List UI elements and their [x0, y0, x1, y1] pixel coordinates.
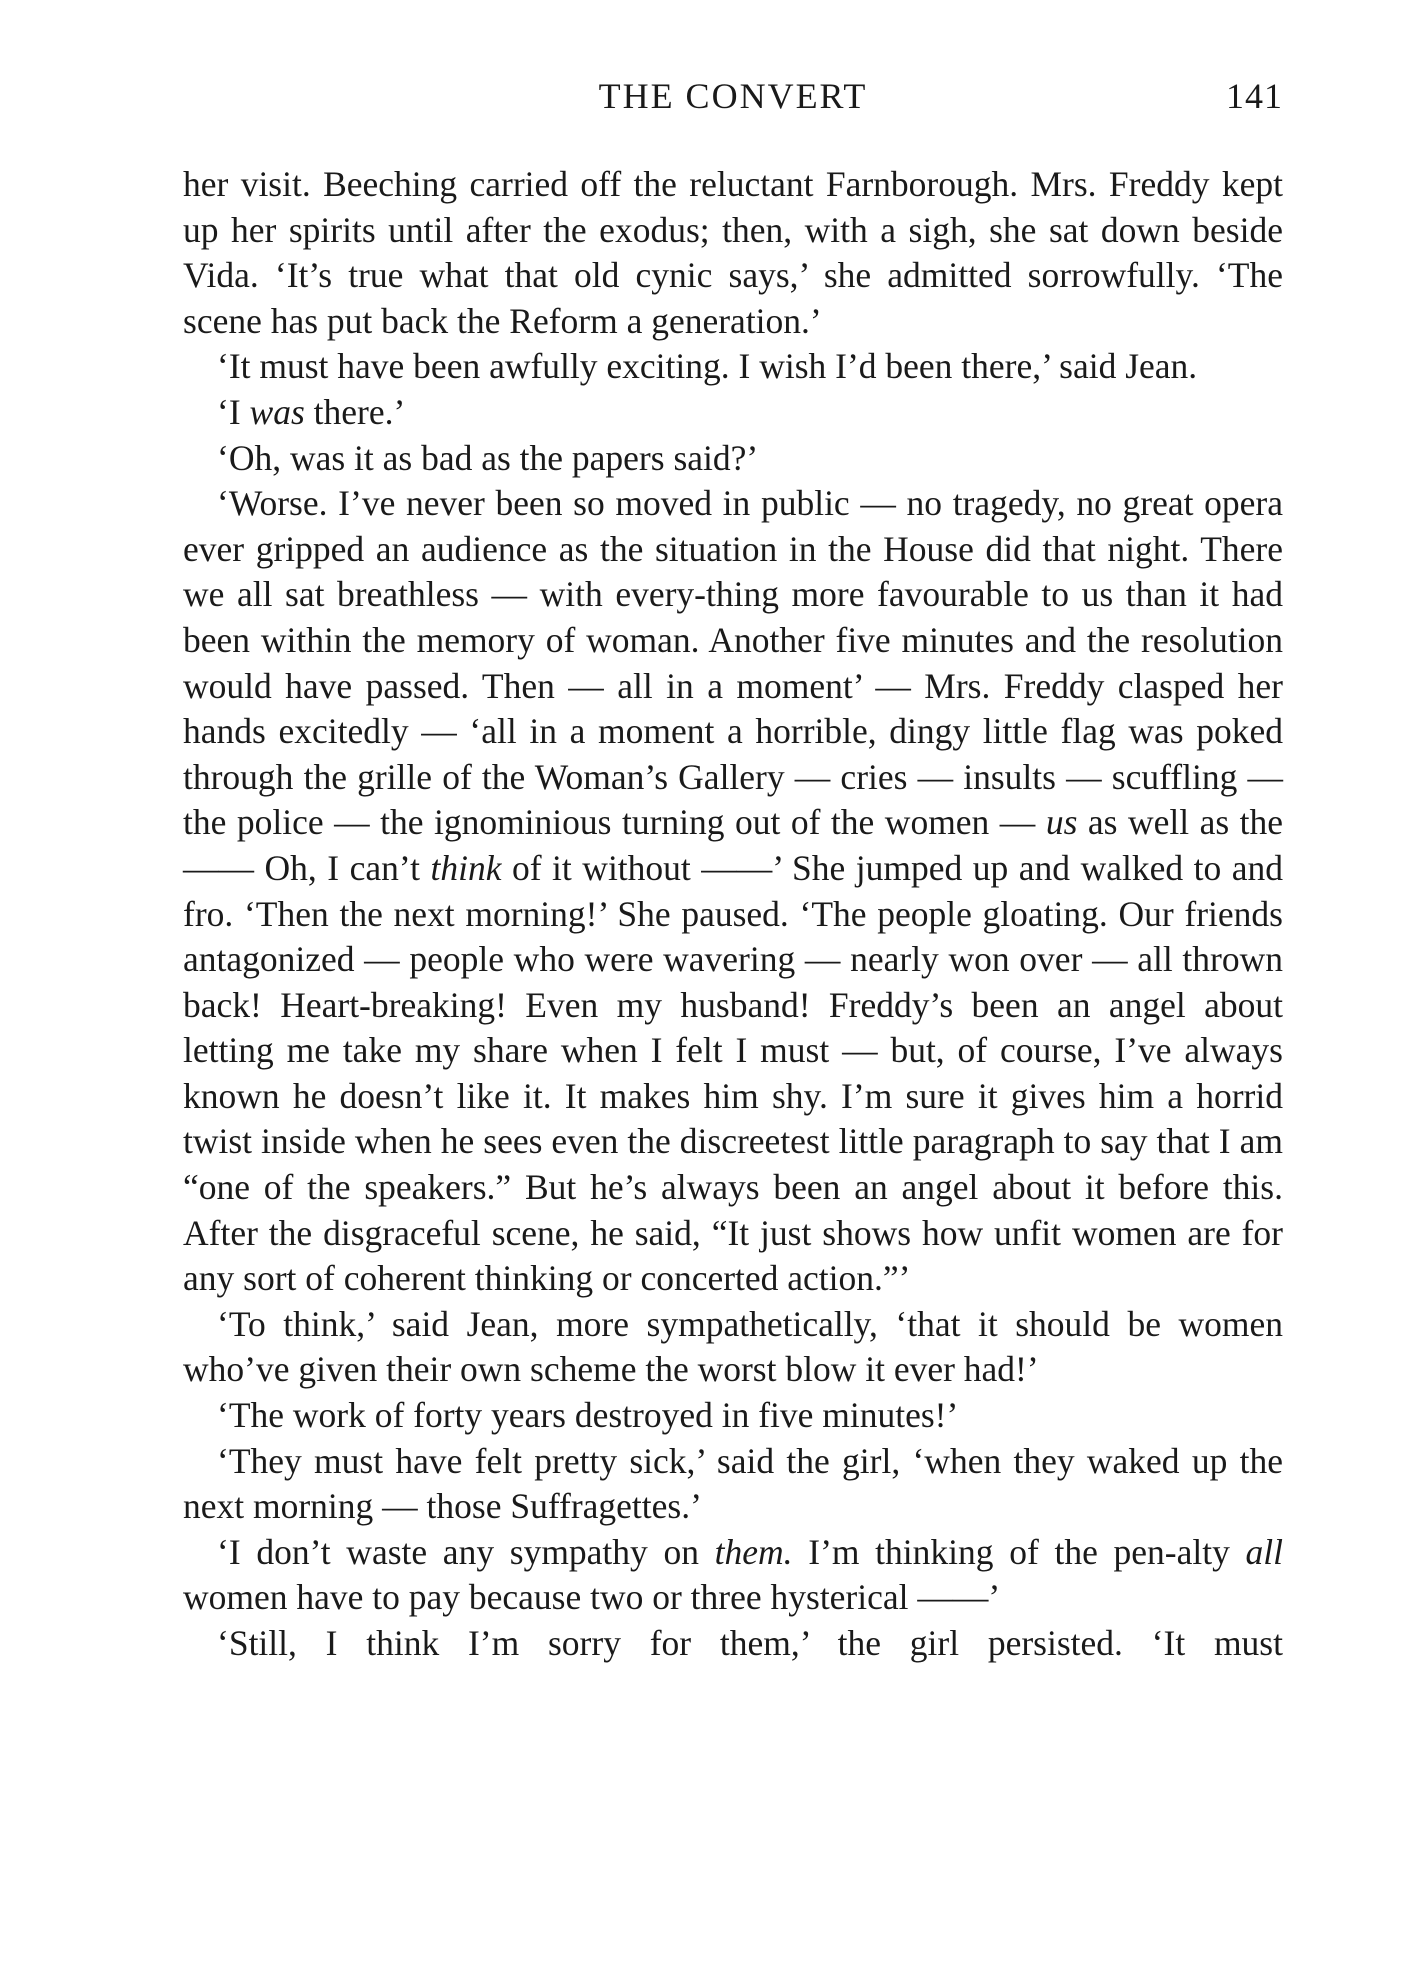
text-segment: ‘They must have felt pretty sick,’ said the girl, ‘when they waked up the next morning — those Suffragettes.’ [183, 1440, 1283, 1527]
italic-text: all [1245, 1531, 1283, 1572]
text-segment: there.’ [304, 391, 406, 432]
paragraph-5 [183, 481, 1283, 1302]
text-segment: her visit. Beeching carried off the reluctant Farnborough. Mrs. Freddy kept up her spirits until after the exodus; then, with a sigh, she sat down beside Vida. ‘It’s true what that old cynic says,’ she admitted sorrowfully. ‘The scene has put back the Reform a generation.’ [183, 164, 1283, 341]
text-segment: ‘Oh, was it as bad as the papers said?’ [217, 437, 759, 478]
paragraph-10 [183, 1621, 1283, 1667]
paragraph-6 [183, 1302, 1283, 1393]
text-segment: of it without ——’ She jumped up and walked to and fro. ‘Then the next morning!’ She paused. ‘The people gloating. Our friends antagonized — people who were wavering — nearly won over — all thrown back! Heart-breaking! Even my husband! Freddy’s been an angel about letting me take my share when I felt I must — but, of course, I’ve always known he doesn’t like it. It makes him shy. I’m sure it gives him a horrid twist inside when he sees even the discreetest little paragraph to say that I am “one of the speakers.” But he’s always been an angel about it before this. After the disgraceful scene, he said, “It just shows how unfit women are for any sort of coherent thinking or concerted action.”’ [183, 847, 1283, 1299]
text-segment: I’m thinking of the pen-alty [792, 1531, 1246, 1572]
page-number: 141 [1226, 76, 1283, 116]
paragraph-8 [183, 1439, 1283, 1530]
paragraph-7 [183, 1393, 1283, 1439]
text-segment: ‘The work of forty years destroyed in five minutes!’ [217, 1395, 959, 1436]
running-head [183, 66, 1283, 126]
paragraph-2 [183, 344, 1283, 390]
italic-text: them. [714, 1531, 793, 1572]
paragraph-4 [183, 436, 1283, 482]
text-segment: ‘I [217, 391, 250, 432]
text-segment: ‘I don’t waste any sympathy on [217, 1531, 715, 1572]
italic-text: was [249, 391, 305, 432]
paragraph-3 [183, 390, 1283, 436]
text-segment: as well as the —— Oh, I can’t [183, 802, 1284, 888]
paragraph-9 [183, 1530, 1283, 1621]
running-title: THE CONVERT [598, 76, 868, 116]
italic-text: think [430, 847, 502, 888]
paragraph-1 [183, 162, 1283, 344]
text-segment: women have to pay because two or three hysterical ——’ [183, 1577, 1001, 1618]
body-text [183, 162, 1283, 1667]
text-segment: ‘Still, I think I’m sorry for them,’ the girl persisted. ‘It must [217, 1623, 1283, 1663]
text-segment: ‘It must have been awfully exciting. I wish I’d been there,’ said Jean. [217, 346, 1198, 387]
text-segment: ‘Worse. I’ve never been so moved in public — no tragedy, no great opera ever gripped an audience as the situation in the House did that night. There we all sat breathless — with every-thing more favourable to us than it had been within the memory of woman. Another five minutes and the resolution would have passed. Then — all in a moment’ — Mrs. Freddy clasped her hands excitedly — ‘all in a moment a horrible, dingy little flag was poked through the grille of the Woman’s Gallery — cries — insults — scuffling — the police — the ignominious turning out of the women — [183, 483, 1283, 843]
italic-text: us [1045, 802, 1078, 843]
text-segment: ‘To think,’ said Jean, more sympathetically, ‘that it should be women who’ve given their own scheme the worst blow it ever had!’ [183, 1303, 1283, 1390]
